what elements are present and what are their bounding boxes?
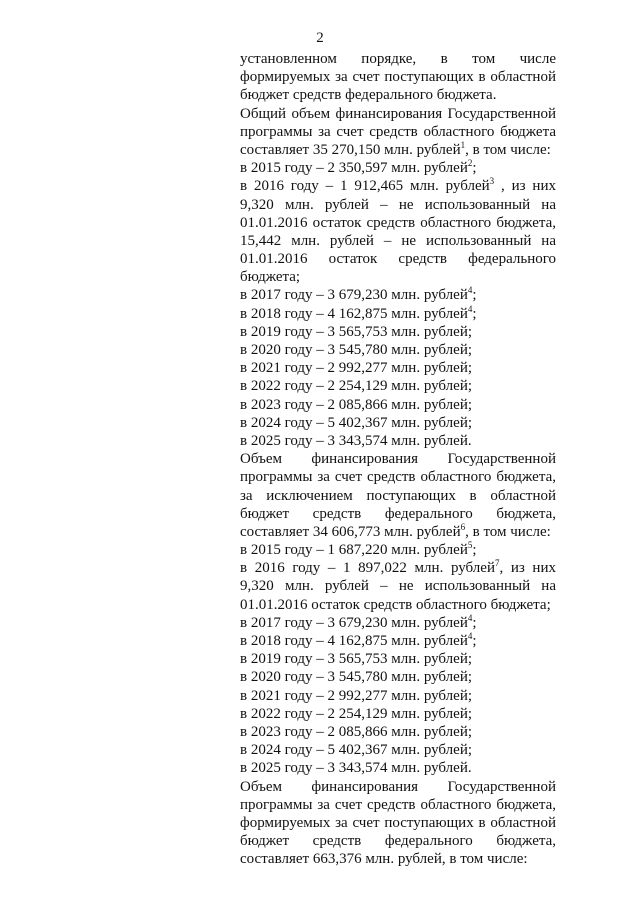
text-line (240, 559, 556, 577)
line-text: бюджет средств федерального бюджета, (240, 833, 556, 850)
line-text: 01.01.2016 остаток средств федерального (240, 251, 556, 268)
text-line (240, 341, 556, 359)
line-text-tail: ; (472, 305, 477, 322)
line-text: в 2015 году – 1 687,220 млн. рублей (240, 542, 468, 559)
line-text: Общий объем финансирования Государственной (240, 105, 556, 122)
line-text: в 2019 году – 3 565,753 млн. рублей; (240, 323, 473, 340)
text-line (240, 487, 556, 505)
line-text: составляет 34 606,773 млн. рублей (240, 523, 461, 540)
line-text: программы за счет средств областного бюджета, (240, 469, 556, 486)
footnote-marker: 4 (467, 285, 473, 296)
text-line (240, 377, 556, 395)
footnote-marker: 4 (467, 631, 473, 641)
line-text: в 2024 году – 5 402,367 млн. рублей; (240, 414, 473, 431)
text-line (240, 723, 556, 741)
text-line (240, 86, 556, 104)
line-text: 9,320 млн. рублей – не использованный на (240, 196, 556, 213)
footnote-marker: 5 (467, 540, 473, 551)
text-line (240, 687, 556, 705)
line-text: программы за счет средств областного бюджета (240, 123, 556, 140)
line-text: в 2023 году – 2 085,866 млн. рублей; (240, 396, 473, 413)
text-line (240, 196, 556, 214)
line-text-tail: , в том числе: (465, 523, 551, 540)
text-line (240, 814, 556, 832)
line-text: в 2020 году – 3 545,780 млн. рублей; (240, 669, 473, 686)
footnote-marker: 7 (494, 558, 500, 569)
line-text: в 2021 году – 2 992,277 млн. рублей; (240, 360, 473, 377)
line-text: в 2021 году – 2 992,277 млн. рублей; (240, 687, 473, 704)
line-text: в 2017 году – 3 679,230 млн. рублей (240, 614, 468, 631)
text-line (240, 68, 556, 86)
text-line (240, 523, 556, 541)
line-text: в 2024 году – 5 402,367 млн. рублей; (240, 742, 473, 759)
text-line (240, 832, 556, 850)
line-text: в 2016 году – 1 897,022 млн. рублей (240, 560, 495, 577)
line-text: формируемых за счет поступающих в областной (240, 814, 556, 831)
line-text: бюджет средств федерального бюджета, (240, 505, 556, 522)
line-text: в 2016 году – 1 912,465 млн. рублей (240, 178, 490, 195)
line-text: 9,320 млн. рублей – не использованный на (240, 578, 556, 595)
text-line (240, 141, 556, 159)
line-text: составляет 35 270,150 млн. рублей (240, 141, 461, 158)
text-column (240, 50, 556, 868)
line-text: в 2018 году – 4 162,875 млн. рублей (240, 633, 468, 649)
text-line (240, 286, 556, 304)
line-text: в 2023 году – 2 085,866 млн. рублей; (240, 723, 473, 740)
text-line (240, 668, 556, 686)
line-text: в 2022 году – 2 254,129 млн. рублей; (240, 705, 473, 722)
footnote-marker: 2 (467, 158, 473, 169)
text-line (240, 632, 556, 650)
text-line (240, 596, 556, 614)
line-text-tail: , из них (499, 560, 556, 577)
text-line (240, 323, 556, 341)
line-text: бюджет средств федерального бюджета. (240, 87, 497, 104)
text-line (240, 396, 556, 414)
text-line (240, 614, 556, 632)
line-text: в 2025 году – 3 343,574 млн. рублей. (240, 432, 472, 449)
footnote-marker: 4 (467, 303, 473, 314)
text-line (240, 214, 556, 232)
text-line (240, 577, 556, 595)
text-line (240, 741, 556, 759)
text-line (240, 50, 556, 68)
page-number: 2 (316, 30, 324, 46)
line-text-tail: , из них (494, 178, 556, 195)
text-line (240, 123, 556, 141)
line-text: 01.01.2016 остаток средств областного бюджета; (240, 596, 551, 613)
text-line (240, 778, 556, 796)
line-text: в 2022 году – 2 254,129 млн. рублей; (240, 378, 473, 395)
footnote-marker: 3 (489, 176, 495, 187)
line-text: в 2015 году – 2 350,597 млн. рублей (240, 160, 468, 177)
line-text: в 2025 году – 3 343,574 млн. рублей. (240, 760, 472, 777)
text-line (240, 177, 556, 195)
line-text: в 2019 году – 3 565,753 млн. рублей; (240, 651, 473, 668)
text-line (240, 505, 556, 523)
line-text: за исключением поступающих в областной (240, 487, 556, 504)
text-line (240, 250, 556, 268)
line-text-tail: ; (472, 614, 477, 631)
line-text: Объем финансирования Государственной (240, 451, 556, 468)
text-line (240, 414, 556, 432)
line-text: программы за счет средств областного бюджета, (240, 796, 556, 813)
text-line (240, 450, 556, 468)
text-line (240, 850, 556, 868)
footnote-marker: 4 (467, 612, 473, 623)
line-text: в 2018 году – 4 162,875 млн. рублей (240, 305, 468, 322)
text-line (240, 759, 556, 777)
line-text: установленном порядке, в том числе (240, 51, 556, 67)
text-line (240, 705, 556, 723)
text-line (240, 268, 556, 286)
line-text-tail: ; (472, 287, 477, 304)
text-line (240, 541, 556, 559)
footnote-marker: 6 (460, 521, 466, 532)
text-line (240, 796, 556, 814)
text-line (240, 159, 556, 177)
line-text: в 2017 году – 3 679,230 млн. рублей (240, 287, 468, 304)
line-text-tail: ; (472, 633, 477, 649)
text-line (240, 468, 556, 486)
line-text: бюджета; (240, 269, 301, 286)
line-text: в 2020 году – 3 545,780 млн. рублей; (240, 342, 473, 358)
line-text: составляет 663,376 млн. рублей, в том числе: (240, 851, 528, 868)
text-line (240, 650, 556, 668)
text-line (240, 359, 556, 377)
line-text: формируемых за счет поступающих в областной (240, 69, 556, 86)
line-text: Объем финансирования Государственной (240, 778, 556, 795)
line-text-tail: ; (472, 542, 477, 559)
text-line (240, 305, 556, 323)
line-text-tail: , в том числе: (465, 141, 551, 158)
footnote-marker: 1 (460, 139, 466, 150)
line-text: 15,442 млн. рублей – не использованный на (240, 232, 556, 249)
line-text-tail: ; (472, 160, 477, 177)
line-text: 01.01.2016 остаток средств областного бюджета, (240, 214, 556, 231)
text-line (240, 432, 556, 450)
text-line (240, 105, 556, 123)
text-line (240, 232, 556, 250)
